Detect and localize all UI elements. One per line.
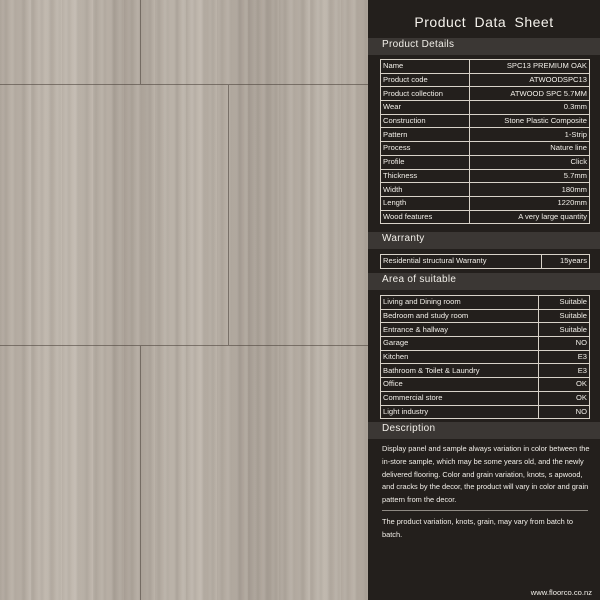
table-row: [381, 183, 590, 197]
section-heading: Warranty: [382, 233, 425, 244]
warranty-table: [380, 254, 590, 269]
row-label: Wear: [381, 101, 470, 115]
area-table: [380, 295, 590, 419]
product-details-table: [380, 59, 590, 224]
table-row: [381, 255, 590, 269]
row-label: Construction: [381, 114, 470, 128]
table-row: [381, 169, 590, 183]
plank-joint: [0, 84, 368, 85]
table-row: [381, 337, 590, 351]
row-label: Residential structural Warranty: [381, 255, 542, 269]
data-sheet-panel: [368, 0, 600, 600]
table-row: [381, 155, 590, 169]
section-heading: Product Details: [382, 39, 455, 50]
table-row: [381, 391, 590, 405]
warranty-header: [368, 232, 600, 249]
row-value: ATWOOD SPC 5.7MM: [469, 87, 589, 101]
sheet-title: Product Data Sheet: [414, 14, 554, 30]
row-value: 5.7mm: [469, 169, 589, 183]
row-label: Kitchen: [381, 350, 539, 364]
row-label: Commercial store: [381, 391, 539, 405]
row-label: Bedroom and study room: [381, 309, 539, 323]
row-value: Suitable: [539, 309, 590, 323]
table-row: [381, 210, 590, 224]
plank-joint: [140, 0, 141, 84]
row-label: Product collection: [381, 87, 470, 101]
row-value: ATWOODSPC13: [469, 73, 589, 87]
row-value: NO: [539, 337, 590, 351]
batch-variation-note: The product variation, knots, grain, may vary from batch to batch.: [382, 517, 574, 539]
plank-joint: [0, 345, 368, 346]
row-label: Light industry: [381, 405, 539, 419]
table-row: [381, 350, 590, 364]
row-value: 15years: [542, 255, 590, 269]
row-value: 180mm: [469, 183, 589, 197]
table-row: [381, 128, 590, 142]
row-value: SPC13 PREMIUM OAK: [469, 60, 589, 74]
table-row: [381, 101, 590, 115]
table-row: [381, 87, 590, 101]
row-value: 1220mm: [469, 196, 589, 210]
table-row: [381, 323, 590, 337]
row-value: A very large quantity: [469, 210, 589, 224]
row-value: Suitable: [539, 296, 590, 310]
row-value: 0.3mm: [469, 101, 589, 115]
table-row: [381, 378, 590, 392]
row-label: Product code: [381, 73, 470, 87]
section-heading: Description: [382, 423, 436, 434]
row-label: Living and Dining room: [381, 296, 539, 310]
row-label: Length: [381, 196, 470, 210]
row-value: NO: [539, 405, 590, 419]
table-row: [381, 405, 590, 419]
row-label: Bathroom & Toilet & Laundry: [381, 364, 539, 378]
divider: [382, 510, 588, 511]
description-header: [368, 422, 600, 439]
row-label: Profile: [381, 155, 470, 169]
table-row: [381, 142, 590, 156]
table-row: [381, 73, 590, 87]
row-label: Pattern: [381, 128, 470, 142]
row-label: Wood features: [381, 210, 470, 224]
row-label: Thickness: [381, 169, 470, 183]
row-value: OK: [539, 391, 590, 405]
row-value: Click: [469, 155, 589, 169]
table-row: [381, 309, 590, 323]
row-value: OK: [539, 378, 590, 392]
row-value: E3: [539, 364, 590, 378]
row-value: E3: [539, 350, 590, 364]
plank-joint: [140, 346, 141, 600]
row-value: Nature line: [469, 142, 589, 156]
row-label: Garage: [381, 337, 539, 351]
row-value: Suitable: [539, 323, 590, 337]
website-url[interactable]: www.floorco.co.nz: [530, 588, 592, 597]
table-row: [381, 364, 590, 378]
row-value: Stone Plastic Composite: [469, 114, 589, 128]
area-header: [368, 273, 600, 290]
product-details-header: [368, 38, 600, 55]
section-heading: Area of suitable: [382, 274, 457, 285]
table-row: [381, 196, 590, 210]
plank-joint: [228, 85, 229, 345]
description-text: Display panel and sample always variation in color between the in-store sample, which may be some years old, and the newly delivered flooring. Color and grain variation, knots, s apwood, and cracks by the decor, the product will vary in color and grain pattern from the decor.: [382, 444, 590, 505]
row-value: 1-Strip: [469, 128, 589, 142]
table-row: [381, 296, 590, 310]
row-label: Process: [381, 142, 470, 156]
row-label: Name: [381, 60, 470, 74]
row-label: Office: [381, 378, 539, 392]
table-row: [381, 60, 590, 74]
table-row: [381, 114, 590, 128]
row-label: Width: [381, 183, 470, 197]
row-label: Entrance & hallway: [381, 323, 539, 337]
